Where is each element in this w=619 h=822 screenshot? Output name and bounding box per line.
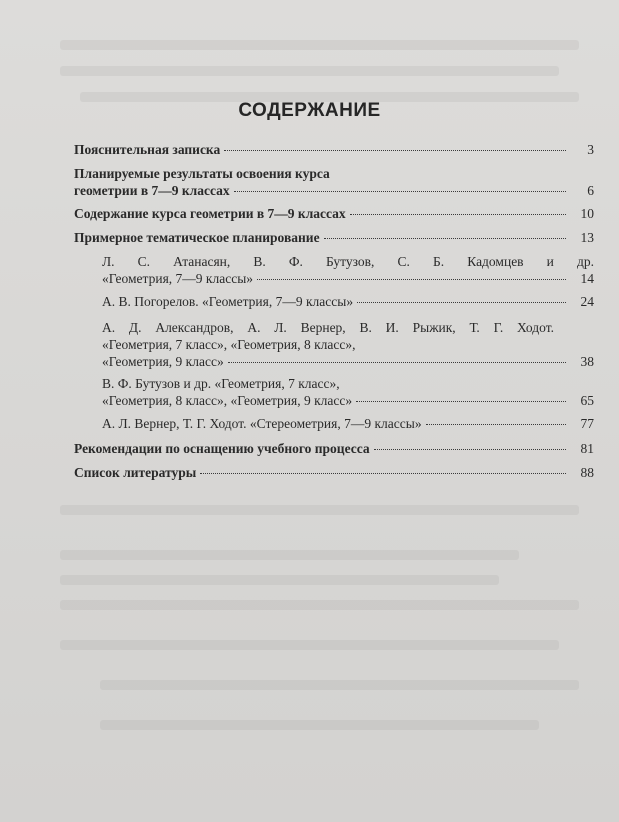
dot-leader	[350, 214, 566, 215]
toc-entry-label: Планируемые результаты освоения курса	[74, 166, 330, 181]
toc-entry-label: А. Л. Вернер, Т. Г. Ходот. «Стереометрия, 7—9 классы»	[102, 416, 422, 431]
toc-entry-label: Рекомендации по оснащению учебного процесса	[74, 441, 370, 456]
toc-entry-thematic-planning[interactable]	[74, 229, 594, 246]
toc-subentry-verner[interactable]	[102, 415, 594, 432]
toc-entry-label: Список литературы	[74, 465, 197, 480]
toc-entry-label: Примерное тематическое планирование	[74, 230, 320, 245]
toc-page-number: 10	[580, 206, 594, 221]
toc-page-number: 24	[580, 294, 594, 309]
toc-entry-course-content[interactable]	[74, 205, 594, 222]
toc-entry-label: «Геометрия, 7—9 классы»	[102, 271, 254, 286]
toc-entry-label: Содержание курса геометрии в 7—9 классах	[74, 206, 346, 221]
toc-entry-label: Пояснительная записка	[74, 142, 221, 157]
toc-entry-label: А. В. Погорелов. «Геометрия, 7—9 классы»	[102, 294, 354, 309]
toc-entry-bibliography[interactable]	[74, 464, 594, 481]
toc-subentry-pogorelov[interactable]	[102, 293, 594, 310]
show-through-line	[60, 66, 559, 76]
toc-page-number: 3	[587, 142, 594, 157]
dot-leader	[357, 302, 566, 303]
toc-entry-label: В. Ф. Бутузов и др. «Геометрия, 7 класс»,	[102, 376, 340, 391]
show-through-line	[60, 640, 559, 650]
show-through-line	[60, 550, 519, 560]
toc-entry-planned-results[interactable]	[74, 165, 594, 199]
toc-page-number: 13	[580, 230, 594, 245]
show-through-line	[60, 575, 499, 585]
toc-subentry-atanasyan[interactable]	[102, 253, 594, 287]
show-through-line	[100, 680, 579, 690]
show-through-line	[100, 720, 539, 730]
toc-subentry-butuzov[interactable]	[102, 375, 594, 409]
dot-leader	[234, 191, 566, 192]
toc-page-number: 65	[580, 393, 594, 408]
toc-page-number: 77	[580, 416, 594, 431]
toc-page-number: 88	[580, 465, 594, 480]
dot-leader	[200, 473, 566, 474]
toc-page-number: 6	[587, 183, 594, 198]
toc-entry-explanatory-note[interactable]	[74, 141, 594, 158]
toc-page-number: 38	[580, 354, 594, 369]
page-title: СОДЕРЖАНИЕ	[238, 100, 381, 121]
toc-entry-label: А. Д. Александров, А. Л. Вернер, В. И. Рыжик, Т. Г. Ходот.	[102, 320, 554, 335]
toc-subentry-aleksandrov[interactable]	[102, 319, 594, 370]
dot-leader	[224, 150, 566, 151]
toc-entry-label: «Геометрия, 7 класс», «Геометрия, 8 класс»,	[102, 337, 356, 352]
toc-entry-label: «Геометрия, 8 класс», «Геометрия, 9 класс»	[102, 393, 353, 408]
dot-leader	[374, 449, 566, 450]
show-through-line	[60, 40, 579, 50]
toc-entry-label: «Геометрия, 9 класс»	[102, 354, 224, 369]
dot-leader	[257, 279, 566, 280]
show-through-line	[60, 600, 579, 610]
show-through-line	[60, 505, 579, 515]
dot-leader	[426, 424, 566, 425]
toc-entry-label: Л. С. Атанасян, В. Ф. Бутузов, С. Б. Кадомцев и др.	[102, 254, 594, 269]
dot-leader	[356, 401, 566, 402]
dot-leader	[324, 238, 566, 239]
toc-page-number: 14	[580, 271, 594, 286]
toc-entry-equipment-recommendations[interactable]	[74, 440, 594, 457]
toc-entry-label: геометрии в 7—9 классах	[74, 183, 230, 198]
toc-page-number: 81	[580, 441, 594, 456]
dot-leader	[228, 362, 566, 363]
